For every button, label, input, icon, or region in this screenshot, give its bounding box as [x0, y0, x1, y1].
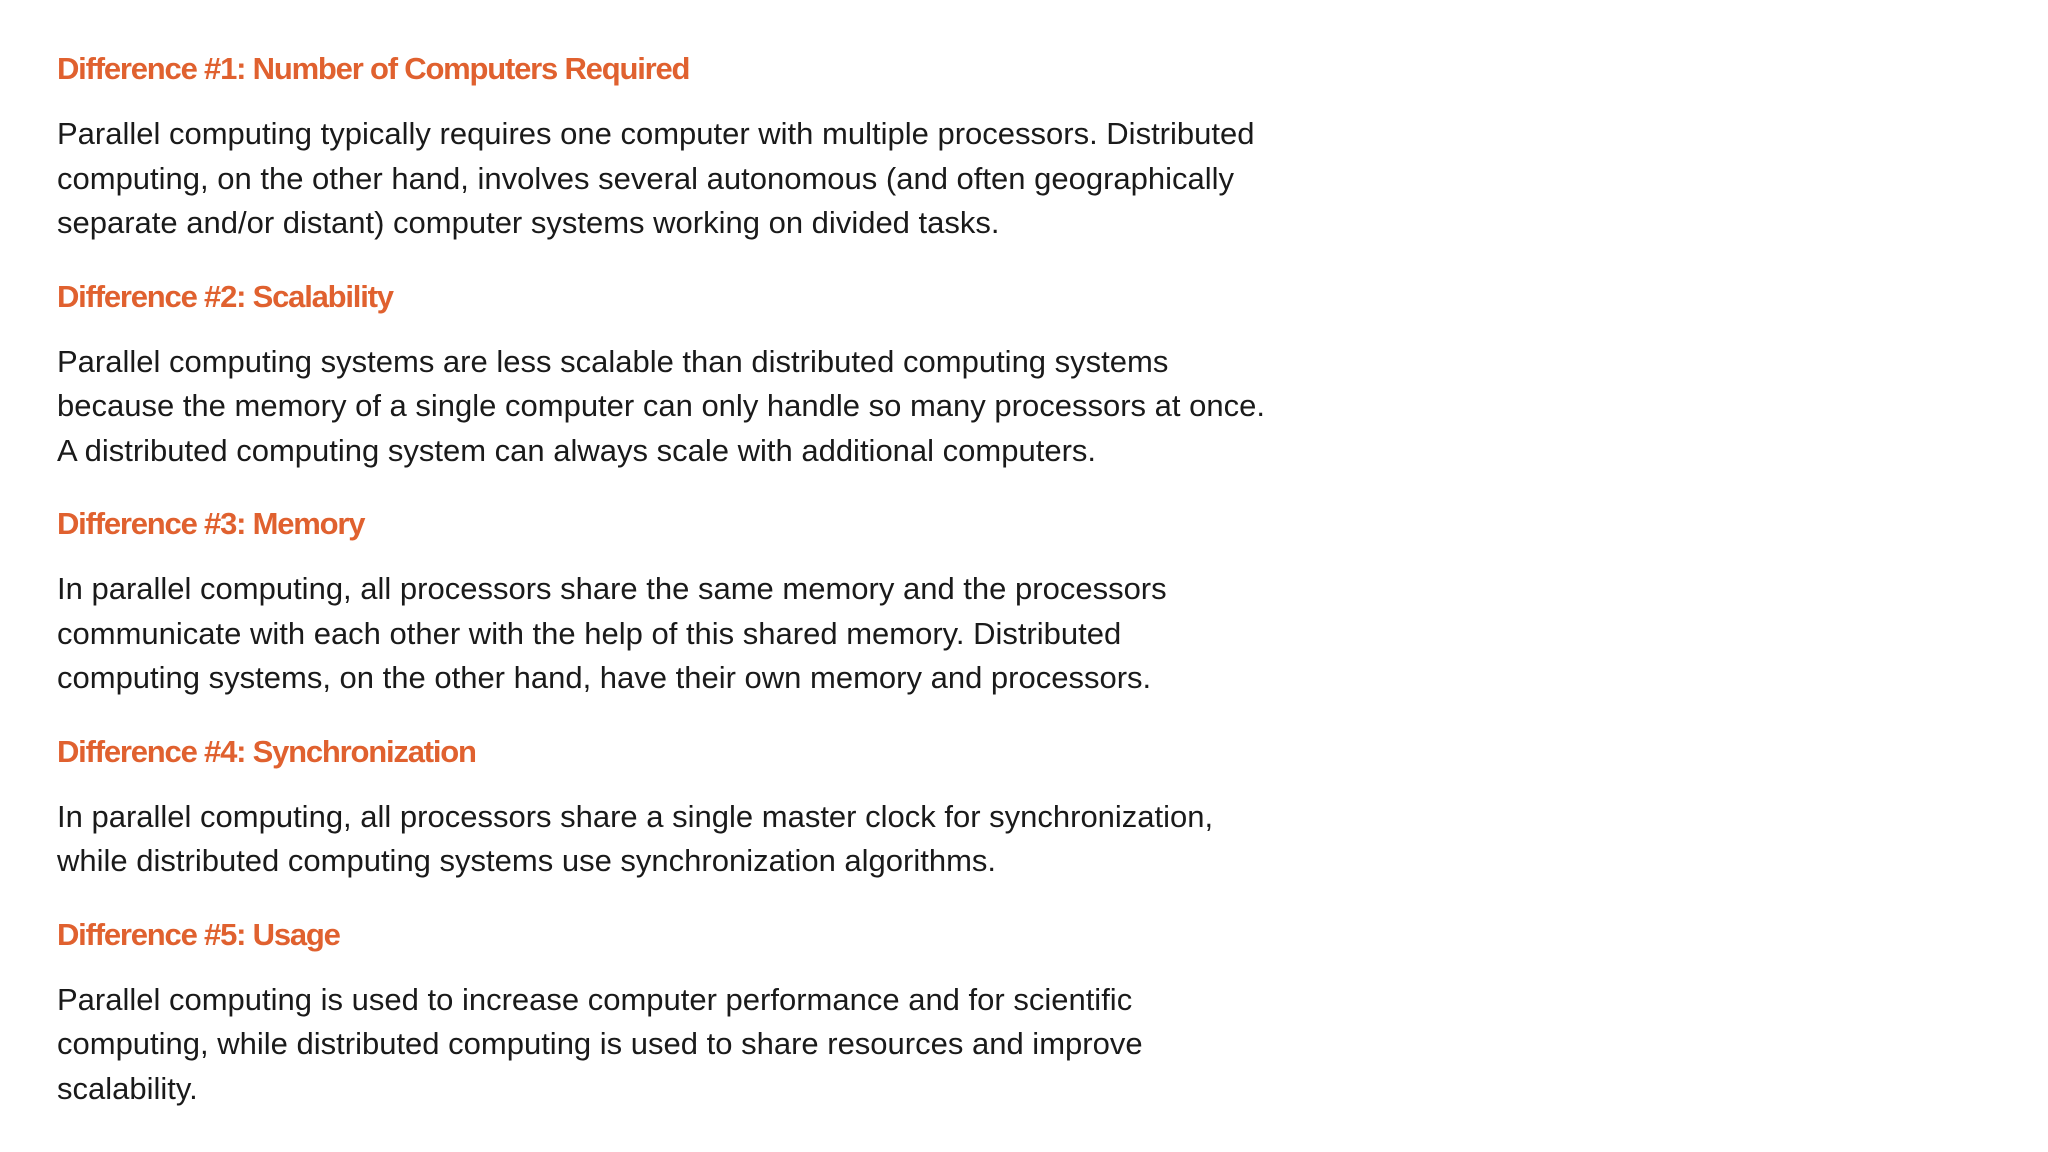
section-usage — [57, 912, 1397, 1112]
section-paragraph — [57, 978, 1397, 1112]
section-heading: Difference #4: Synchronization — [57, 733, 476, 769]
paragraph-line: Parallel computing is used to increase computer performance and for scientific — [57, 981, 1133, 1017]
section-heading: Difference #3: Memory — [57, 506, 365, 541]
paragraph-line: while distributed computing systems use synchronization algorithms. — [57, 843, 997, 878]
paragraph-line: In parallel computing, all processors share a single master clock for synchronization, — [57, 798, 1214, 834]
paragraph-line: computing, on the other hand, involves several autonomous (and often geographically — [57, 160, 1235, 196]
paragraph-line: computing, while distributed computing is used to share resources and improve — [57, 1026, 1143, 1061]
section-synchronization — [57, 729, 1397, 884]
section-heading: Difference #5: Usage — [57, 916, 340, 952]
section-scalability — [57, 274, 1397, 474]
paragraph-line: computing systems, on the other hand, have their own memory and processors. — [57, 660, 1152, 695]
section-memory — [57, 501, 1397, 701]
paragraph-line: separate and/or distant) computer systems working on divided tasks. — [57, 205, 1000, 240]
section-number-of-computers — [57, 46, 1397, 246]
paragraph-line: Parallel computing systems are less scalable than distributed computing systems — [57, 343, 1169, 379]
section-heading: Difference #1: Number of Computers Required — [57, 51, 690, 86]
section-heading: Difference #2: Scalability — [57, 278, 393, 314]
paragraph-line: because the memory of a single computer can only handle so many processors at once. — [57, 388, 1265, 423]
document-body — [57, 46, 1397, 1139]
section-paragraph — [57, 340, 1397, 474]
section-paragraph — [57, 567, 1397, 701]
paragraph-line: A distributed computing system can always scale with additional computers. — [57, 432, 1096, 468]
section-paragraph — [57, 112, 1397, 246]
section-paragraph — [57, 795, 1397, 884]
paragraph-line: communicate with each other with the help of this shared memory. Distributed — [57, 615, 1122, 651]
paragraph-line: Parallel computing typically requires one computer with multiple processors. Distributed — [57, 116, 1255, 151]
paragraph-line: scalability. — [57, 1070, 198, 1106]
paragraph-line: In parallel computing, all processors share the same memory and the processors — [57, 571, 1167, 606]
